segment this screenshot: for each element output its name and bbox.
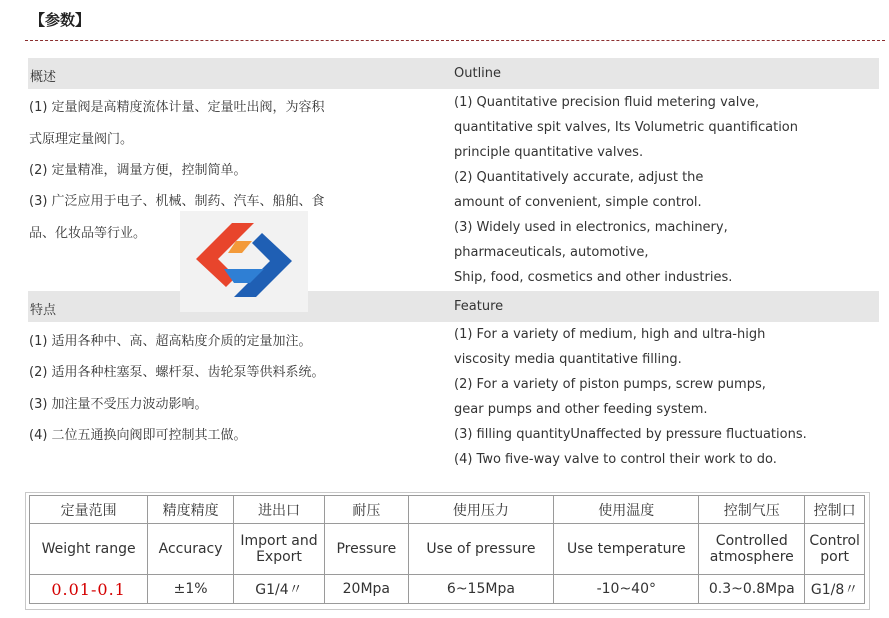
overview-en-line: pharmaceuticals, automotive,: [454, 245, 649, 260]
spec-value: 0.3~0.8Mpa: [699, 575, 805, 604]
company-logo-icon: [180, 211, 308, 312]
overview-en-line: quantitative spit valves, Its Volumetric quantification: [454, 120, 798, 135]
section-title: 【参数】: [30, 11, 91, 29]
spec-header-en: Pressure: [325, 524, 409, 575]
spec-header-cn: 定量范围: [30, 496, 148, 524]
spec-header-en: Use of pressure: [408, 524, 554, 575]
overview-en-line: (2) Quantitatively accurate, adjust the: [454, 170, 704, 185]
overview-cn-line: 式原理定量阀门。: [29, 132, 134, 147]
spec-header-cn-row: [30, 496, 865, 524]
feature-cn-line: (2) 适用各种柱塞泵、螺杆泵、齿轮泵等供料系统。: [29, 365, 325, 380]
spec-value: G1/8〃: [805, 575, 865, 604]
spec-header-cn: 精度精度: [148, 496, 234, 524]
overview-cn-line: (1) 定量阀是高精度流体计量、定量吐出阀，为容积: [29, 100, 325, 115]
spec-header-cn: 控制口: [805, 496, 865, 524]
overview-en-line: principle quantitative valves.: [454, 145, 644, 160]
overview-cn-heading: 概述: [30, 70, 57, 85]
spec-value: ±1%: [148, 575, 234, 604]
overview-en-line: (1) Quantitative precision fluid metering valve,: [454, 95, 760, 110]
overview-en-line: amount of convenient, simple control.: [454, 195, 702, 210]
feature-en-line: viscosity media quantitative filling.: [454, 352, 682, 367]
overview-en-heading: Outline: [454, 66, 502, 81]
dashed-divider: [25, 40, 885, 41]
spec-header-cn: 耐压: [325, 496, 409, 524]
overview-cn-line: 品、化妆品等行业。: [29, 226, 147, 241]
spec-value-weight-range: 0.01-0.1: [30, 575, 148, 604]
spec-header-en: Import and Export: [233, 524, 324, 575]
feature-cn-line: (1) 适用各种中、高、超高粘度介质的定量加注。: [29, 334, 312, 349]
spec-header-en-row: [30, 524, 865, 575]
spec-header-cn: 进出口: [233, 496, 324, 524]
spec-value-row: [30, 575, 865, 604]
overview-cn-line: (3) 广泛应用于电子、机械、制药、汽车、船舶、食: [29, 194, 325, 209]
features-heading-band: [28, 291, 879, 322]
overview-heading-band: [28, 58, 879, 89]
spec-header-en: Controlled atmosphere: [699, 524, 805, 575]
spec-header-cn: 使用温度: [554, 496, 699, 524]
spec-header-en: Accuracy: [148, 524, 234, 575]
spec-value: G1/4〃: [233, 575, 324, 604]
feature-en-line: (1) For a variety of medium, high and ultra-high: [454, 327, 766, 342]
feature-en-line: (4) Two five-way valve to control their work to do.: [454, 452, 777, 467]
feature-en-line: gear pumps and other feeding system.: [454, 402, 708, 417]
overview-cn-line: (2) 定量精准，调量方便，控制简单。: [29, 163, 247, 178]
spec-header-en: Control port: [805, 524, 865, 575]
spec-header-cn: 控制气压: [699, 496, 805, 524]
feature-cn-line: (3) 加注量不受压力波动影响。: [29, 397, 208, 412]
feature-en-line: (2) For a variety of piston pumps, screw pumps,: [454, 377, 766, 392]
features-en-heading: Feature: [454, 299, 504, 314]
overview-en-line: (3) Widely used in electronics, machinery,: [454, 220, 728, 235]
features-cn-heading: 特点: [30, 303, 57, 318]
feature-en-line: (3) filling quantityUnaffected by pressure fluctuations.: [454, 427, 807, 442]
spec-value: 6~15Mpa: [408, 575, 554, 604]
spec-header-en: Weight range: [30, 524, 148, 575]
spec-table: [29, 495, 865, 604]
spec-value: -10~40°: [554, 575, 699, 604]
overview-en-line: Ship, food, cosmetics and other industries.: [454, 270, 733, 285]
feature-cn-line: (4) 二位五通换向阀即可控制其工做。: [29, 428, 247, 443]
spec-value: 20Mpa: [325, 575, 409, 604]
spec-header-cn: 使用压力: [408, 496, 554, 524]
spec-header-en: Use temperature: [554, 524, 699, 575]
